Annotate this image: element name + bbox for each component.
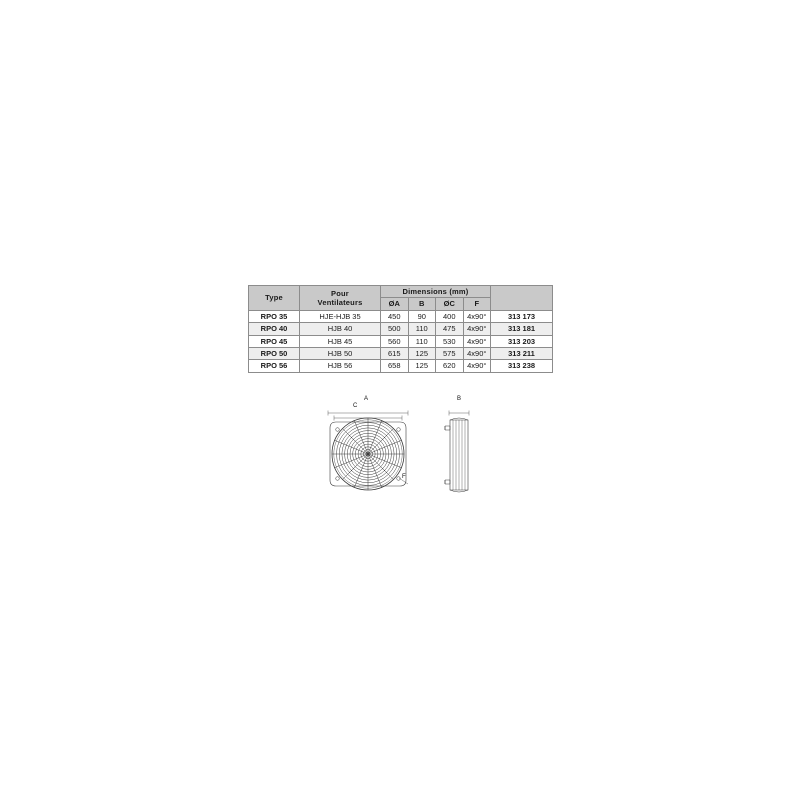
cell-reference: 313 238 [491, 360, 553, 372]
dimension-label-b: B [457, 396, 462, 402]
cell-f: 4x90° [463, 323, 491, 335]
cell-a: 500 [381, 323, 409, 335]
cell-fans: HJB 56 [300, 360, 381, 372]
cell-c: 400 [436, 310, 464, 322]
cell-a: 615 [381, 347, 409, 359]
cell-reference: 313 211 [491, 347, 553, 359]
cell-type: RPO 56 [249, 360, 300, 372]
cell-type: RPO 35 [249, 310, 300, 322]
side-view-drawing [435, 404, 485, 496]
table-row [249, 347, 553, 359]
header-f: F [463, 298, 491, 310]
table-body [249, 310, 553, 372]
header-dia-a: ØA [381, 298, 409, 310]
cell-b: 110 [408, 323, 436, 335]
cell-f: 4x90° [463, 310, 491, 322]
table-row [249, 310, 553, 322]
cell-type: RPO 45 [249, 335, 300, 347]
front-view-drawing [320, 404, 416, 496]
cell-fans: HJB 40 [300, 323, 381, 335]
cell-c: 475 [436, 323, 464, 335]
cell-fans: HJE-HJB 35 [300, 310, 381, 322]
dimension-label-a: A [364, 396, 369, 402]
technical-drawing-area [320, 396, 520, 506]
header-reference [491, 286, 553, 311]
cell-b: 110 [408, 335, 436, 347]
table-header-row-top [249, 286, 553, 298]
table-row [249, 323, 553, 335]
header-dia-c: ØC [436, 298, 464, 310]
spec-table-container [248, 285, 553, 373]
cell-type: RPO 50 [249, 347, 300, 359]
cell-fans: HJB 45 [300, 335, 381, 347]
cell-reference: 313 173 [491, 310, 553, 322]
header-fans [300, 286, 381, 311]
cell-f: 4x90° [463, 335, 491, 347]
table-row [249, 360, 553, 372]
cell-f: 4x90° [463, 347, 491, 359]
header-fans-line2: Ventilateurs [317, 297, 363, 307]
header-dimensions: Dimensions (mm) [381, 286, 491, 298]
dimension-label-f: F [402, 474, 406, 480]
cell-f: 4x90° [463, 360, 491, 372]
cell-reference: 313 181 [491, 323, 553, 335]
cell-a: 658 [381, 360, 409, 372]
cell-fans: HJB 50 [300, 347, 381, 359]
header-fans-line1: Pour [331, 288, 349, 298]
dimension-label-c: C [353, 403, 358, 409]
cell-type: RPO 40 [249, 323, 300, 335]
cell-c: 530 [436, 335, 464, 347]
cell-b: 90 [408, 310, 436, 322]
spec-table [248, 285, 553, 373]
cell-a: 560 [381, 335, 409, 347]
table-row [249, 335, 553, 347]
cell-c: 575 [436, 347, 464, 359]
cell-a: 450 [381, 310, 409, 322]
cell-c: 620 [436, 360, 464, 372]
header-type: Type [249, 286, 300, 311]
cell-b: 125 [408, 347, 436, 359]
cell-reference: 313 203 [491, 335, 553, 347]
header-b: B [408, 298, 436, 310]
cell-b: 125 [408, 360, 436, 372]
